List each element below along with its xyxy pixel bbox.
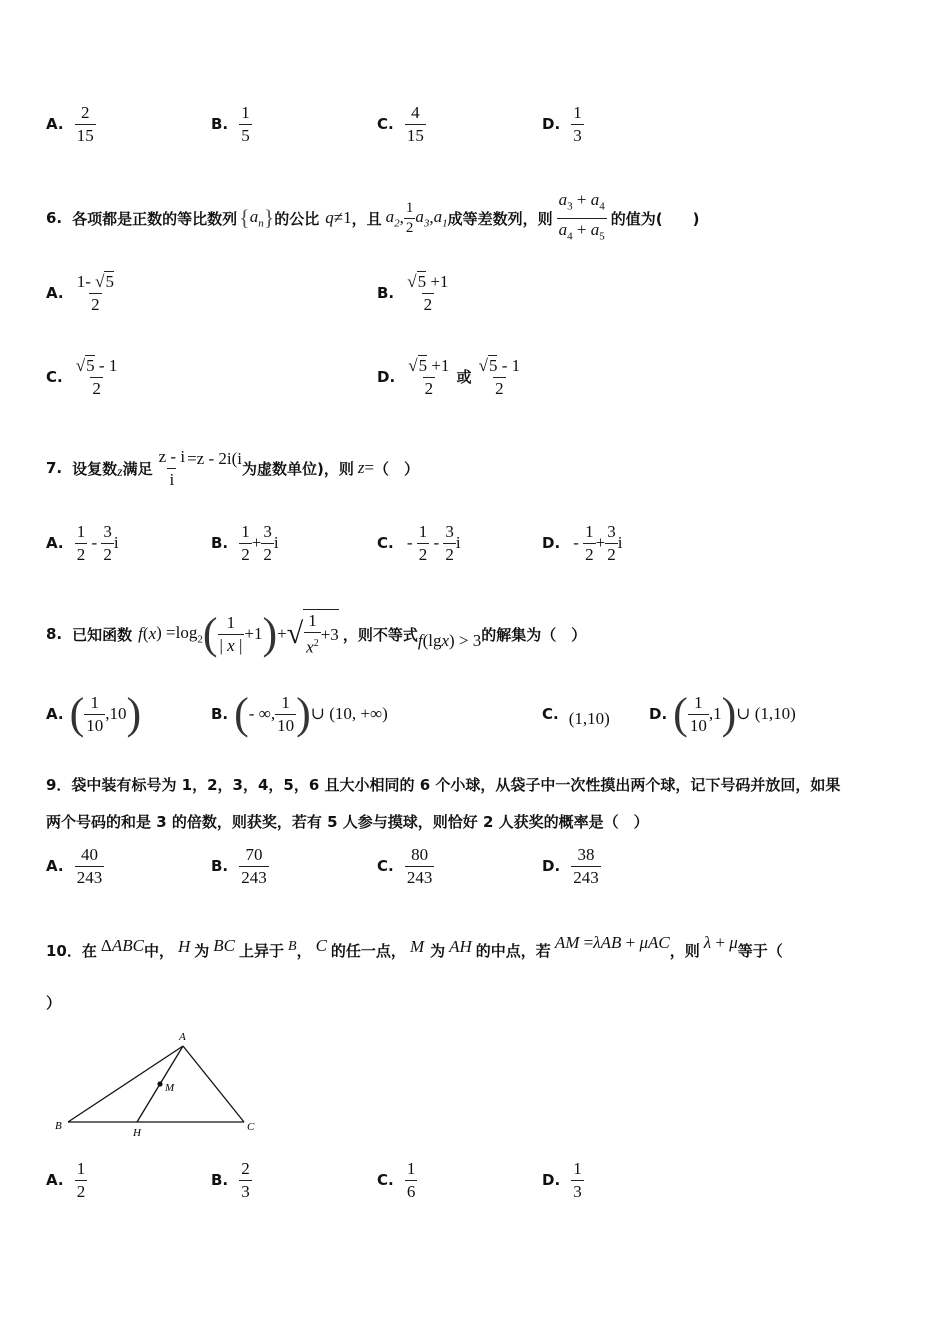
q7-option-a[interactable]: A. $\frac{1}{2}$ - $\frac{3}{2}$ i [46, 522, 119, 564]
side-ac [183, 1046, 244, 1122]
option-label: C. [377, 115, 394, 133]
label-a: A [179, 1031, 186, 1043]
q7-stem: 7. 设复数 z 满足 $\frac{z - i}{i}$ =z - 2i(i 为虚数单位)，则 z = （ ） [46, 446, 420, 489]
q9-line1: 9．袋中装有标号为 1，2，3，4，5，6 且大小相同的 6 个小球，从袋子中一次性摸出两个球，记下号码并放回，如果 [46, 776, 841, 794]
q5-option-c[interactable]: C. $\frac{4}{15}$ [377, 103, 424, 145]
option-label: D. [542, 115, 561, 133]
q10-option-c[interactable]: C. $\frac{1}{6}$ [377, 1159, 416, 1201]
q10-stem: 10． 在 ΔABC 中， H 为 BC 上异于 B ， C 的任一点， M 为 AH 的中点，若 AM =λAB + μAC ，则 λ + μ 等于（ [46, 933, 783, 960]
q9-option-b[interactable]: B. $\frac{70}{243}$ [211, 845, 267, 887]
q7-option-b[interactable]: B. $\frac{1}{2}$ + $\frac{3}{2}$ i [211, 522, 279, 564]
q9-option-a[interactable]: A. $\frac{40}{243}$ [46, 845, 103, 887]
label-m: M [165, 1082, 175, 1094]
label-b: B [55, 1120, 62, 1132]
q9-option-d[interactable]: D. $\frac{38}{243}$ [542, 845, 599, 887]
option-label: A. [46, 115, 64, 133]
label-h: H [133, 1127, 141, 1139]
q8-stem: 8. 已知函数 f ( x ) $=\log_2$ ( $\frac{1}{| x |}$ +1 ) + √ $\frac{1}{x^2}$ +3 ，则不等式 f (lg x ) > 3 的解集为（ ） [46, 609, 587, 658]
q10-option-b[interactable]: B. $\frac{2}{3}$ [211, 1159, 250, 1201]
q8-option-a[interactable]: A. ( $\frac{1}{10}$ ,10 ) [46, 689, 142, 738]
q9-line2: 两个号码的和是 3 的倍数，则获奖，若有 5 人参与摸球，则恰好 2 人获奖的概率是（ ） [46, 813, 649, 831]
option-label: B. [211, 115, 229, 133]
point-m [157, 1081, 162, 1086]
q8-option-c[interactable]: C. (1,10) [542, 705, 610, 728]
q6-option-d[interactable]: D. $\frac{√5 +1}{2}$ 或 $\frac{√5 - 1}{2}$ [377, 356, 521, 398]
q9-option-c[interactable]: C. $\frac{80}{243}$ [377, 845, 433, 887]
q5-option-b[interactable]: B. $\frac{1}{5}$ [211, 103, 250, 145]
q10-option-a[interactable]: A. $\frac{1}{2}$ [46, 1159, 86, 1201]
q6-option-b[interactable]: B. $\frac{√5 +1}{2}$ [377, 272, 449, 314]
q8-option-b[interactable]: B. ( - ∞, $\frac{1}{10}$ ) ∪ (10, +∞) [211, 689, 388, 738]
q10-option-d[interactable]: D. $\frac{1}{3}$ [542, 1159, 582, 1201]
q5-option-d[interactable]: D. $\frac{1}{3}$ [542, 103, 582, 145]
q6-option-c[interactable]: C. $\frac{√5 - 1}{2}$ [46, 356, 118, 398]
triangle-figure [50, 1024, 270, 1144]
q7-option-d[interactable]: D. - $\frac{1}{2}$ + $\frac{3}{2}$ i [542, 522, 623, 564]
q6-option-a[interactable]: A. $\frac{1- √5}{2}$ [46, 272, 114, 314]
q5-option-a[interactable]: A. $\frac{2}{15}$ [46, 103, 94, 145]
label-c: C [247, 1121, 255, 1133]
q8-option-d[interactable]: D. ( $\frac{1}{10}$ ,1 ) ∪ (1,10) [649, 689, 796, 738]
q10-close-paren: ） [46, 994, 62, 1012]
q6-stem: 6. 各项都是正数的等比数列 { $a_n$ } 的公比 q ≠1 ，且 $a_2$ , $\frac{1}{2}$ $a_3$ , $a_1$ 成等差数列，则 $\frac{a_3 + a_4}{a_4 + a_5}$ 的值为( ) [46, 188, 699, 248]
q7-option-c[interactable]: C. - $\frac{1}{2}$ - $\frac{3}{2}$ i [377, 522, 461, 564]
